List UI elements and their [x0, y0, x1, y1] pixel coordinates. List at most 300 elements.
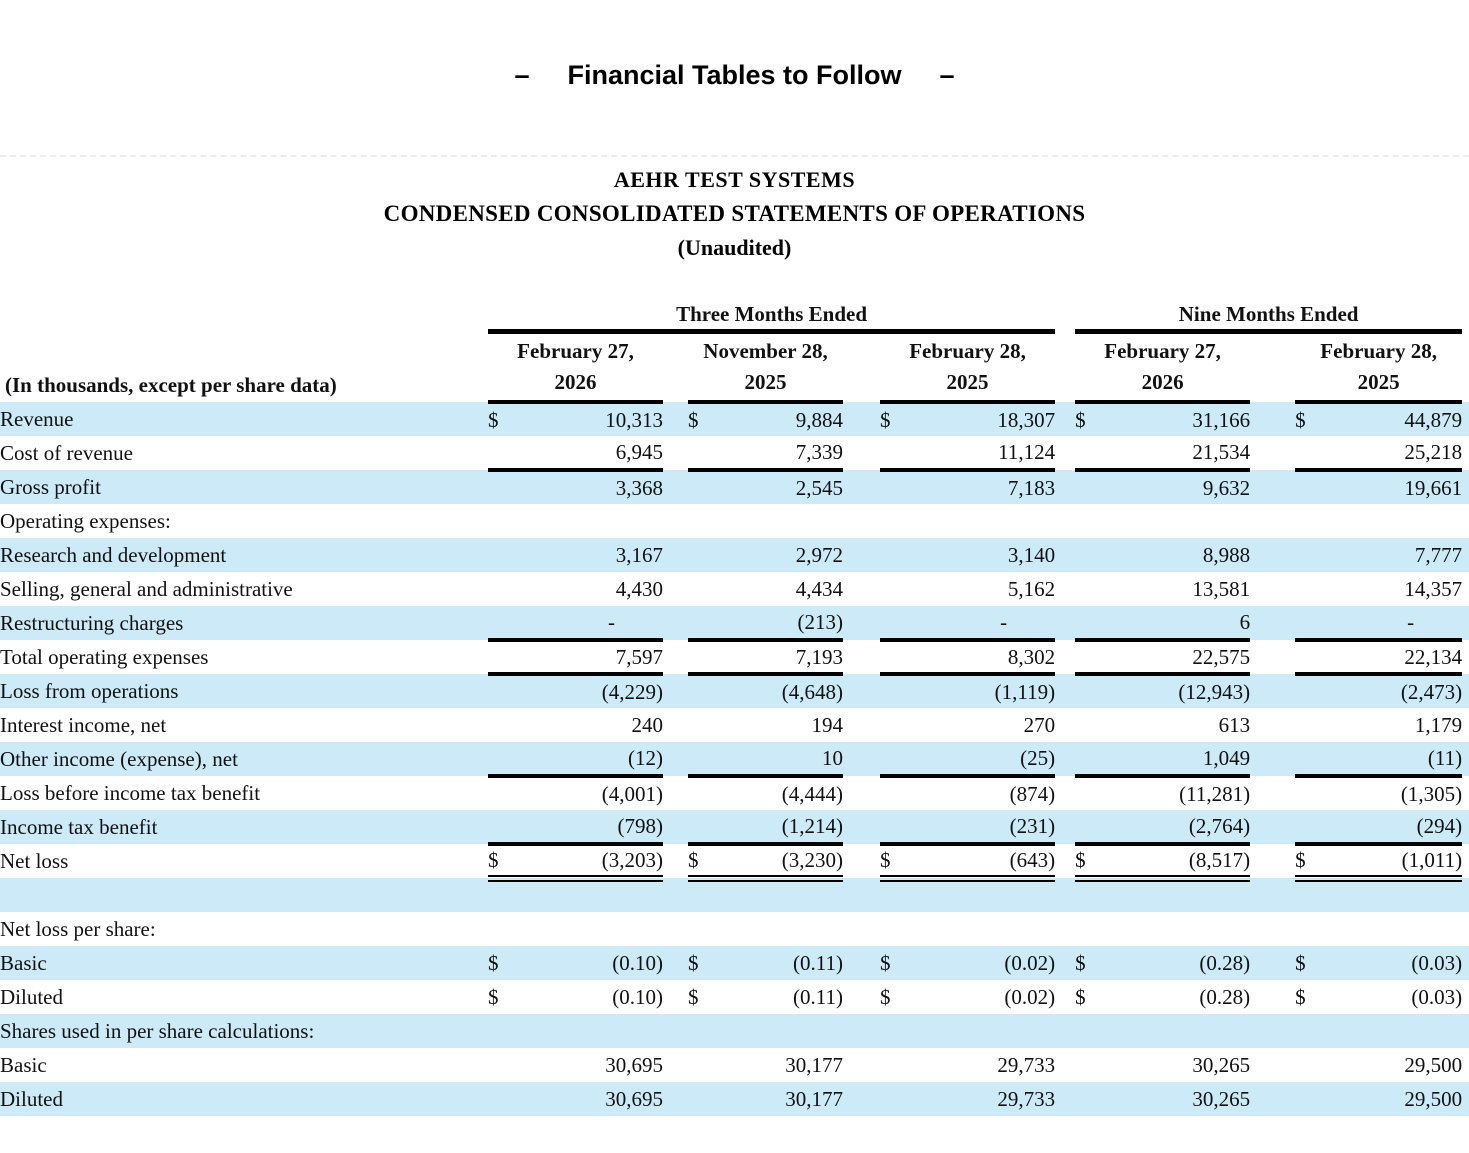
column-gap — [1462, 674, 1469, 708]
cell-value — [1325, 912, 1462, 946]
dollar-sign — [488, 1014, 518, 1048]
cell-value: 30,177 — [785, 1052, 843, 1077]
dollar-sign — [1075, 1082, 1105, 1116]
period-month: February 27, — [1104, 339, 1221, 363]
column-gap — [1462, 742, 1469, 776]
dollar-sign — [1295, 504, 1325, 538]
column-gap — [843, 504, 880, 538]
column-gap — [1250, 708, 1295, 742]
column-gap — [663, 572, 688, 606]
dollar-sign — [688, 810, 718, 844]
dollar-sign — [488, 878, 518, 912]
period-month: February 28, — [909, 339, 1026, 363]
cell-value: 30,695 — [605, 1086, 663, 1111]
dollar-sign — [688, 640, 718, 674]
dollar-sign — [880, 1048, 910, 1082]
cell-value: 22,134 — [1325, 640, 1462, 674]
cell-value: 7,777 — [1414, 542, 1463, 567]
cell-value: (0.11) — [793, 950, 843, 975]
column-gap — [1462, 810, 1469, 844]
row-label: Other income (expense), net — [0, 746, 238, 771]
dollar-sign — [688, 1048, 718, 1082]
page-title-text: Financial Tables to Follow — [567, 60, 902, 90]
column-gap — [663, 1082, 688, 1116]
cell-value: 240 — [631, 712, 663, 737]
dollar-sign: $ — [1295, 950, 1306, 975]
cell-value: (12) — [518, 742, 663, 776]
dollar-sign — [488, 504, 518, 538]
column-gap — [1055, 946, 1075, 980]
cell-value: 31,166 — [1192, 407, 1251, 432]
spacer-cell — [1055, 295, 1075, 332]
dollar-sign — [688, 708, 718, 742]
column-gap — [843, 912, 880, 946]
cell-value: (0.02) — [1004, 984, 1056, 1009]
column-gap — [843, 640, 880, 674]
dollar-sign: $ — [1075, 984, 1086, 1009]
cell-value: (2,764) — [1105, 810, 1250, 844]
cell-value: 2,545 — [795, 475, 843, 500]
cell-value: 4,430 — [615, 576, 663, 601]
cell-value: (213) — [718, 606, 843, 640]
cell-value: 1,049 — [1105, 742, 1250, 776]
column-gap — [1250, 1082, 1295, 1116]
column-gap — [1462, 1014, 1469, 1048]
cell-value: 11,124 — [910, 436, 1055, 470]
dollar-sign — [1295, 674, 1325, 708]
dollar-sign — [488, 776, 518, 810]
column-gap — [663, 708, 688, 742]
dollar-sign — [688, 538, 718, 572]
dollar-sign — [488, 640, 518, 674]
dollar-sign — [880, 708, 910, 742]
column-gap — [663, 912, 688, 946]
dollar-sign — [688, 1082, 718, 1116]
column-gap — [663, 470, 688, 504]
column-header-row — [0, 332, 1469, 403]
cell-value: 1,179 — [1414, 712, 1463, 737]
column-gap — [1250, 504, 1295, 538]
cell-value: (0.11) — [793, 984, 843, 1009]
column-gap — [1462, 946, 1469, 980]
dollar-sign — [880, 674, 910, 708]
page-break-mark — [0, 155, 1469, 157]
dollar-sign — [880, 606, 910, 640]
column-gap — [843, 674, 880, 708]
row-loss-from-operations — [0, 674, 1469, 708]
column-gap — [663, 742, 688, 776]
spacer-cell — [1055, 332, 1075, 403]
row-label: Basic — [0, 1052, 47, 1077]
column-gap — [663, 402, 688, 436]
dollar-sign — [1295, 572, 1325, 606]
dollar-sign — [488, 810, 518, 844]
column-gap — [843, 572, 880, 606]
cell-value: 5,162 — [1007, 576, 1056, 601]
column-gap — [663, 844, 688, 878]
cell-value — [518, 504, 663, 538]
dollar-sign — [1075, 436, 1105, 470]
row-label: Net loss per share: — [0, 916, 156, 941]
cell-value: 25,218 — [1325, 436, 1462, 470]
period-month: November 28, — [703, 339, 828, 363]
cell-value: 194 — [811, 712, 843, 737]
column-gap — [1055, 878, 1075, 912]
dollar-sign — [880, 436, 910, 470]
column-gap — [1055, 844, 1075, 878]
cell-value — [518, 912, 663, 946]
cell-value: (1,305) — [1400, 781, 1463, 806]
cell-value — [1105, 504, 1250, 538]
cell-value: 9,884 — [795, 407, 843, 432]
column-gap — [843, 742, 880, 776]
period-year: 2025 — [1357, 370, 1400, 394]
cell-value: 29,500 — [1404, 1086, 1463, 1111]
row-label: Restructuring charges — [0, 610, 184, 635]
column-gap — [1250, 1014, 1295, 1048]
column-gap — [1055, 436, 1075, 470]
row-shares-used-header — [0, 1014, 1469, 1048]
group-header-three-months: Three Months Ended — [488, 295, 1055, 332]
column-header-feb27-2026-q — [488, 332, 663, 403]
cell-value: (12,943) — [1178, 679, 1251, 704]
dollar-sign: $ — [488, 950, 499, 975]
dollar-sign — [1075, 776, 1105, 810]
column-gap — [663, 776, 688, 810]
doc-header — [0, 163, 1469, 265]
dollar-sign — [1295, 810, 1325, 844]
column-gap — [1250, 436, 1295, 470]
cell-value — [910, 504, 1055, 538]
statement-table — [0, 295, 1469, 1116]
row-label: Diluted — [0, 984, 63, 1009]
dollar-sign — [488, 1082, 518, 1116]
dollar-sign — [880, 572, 910, 606]
cell-value: 10,313 — [605, 407, 663, 432]
column-gap — [1250, 776, 1295, 810]
dollar-sign — [1075, 504, 1105, 538]
column-gap — [1055, 980, 1075, 1014]
row-net-loss-per-share-diluted — [0, 980, 1469, 1014]
row-label: Total operating expenses — [0, 644, 209, 669]
period-year: 2026 — [1141, 370, 1184, 394]
column-gap — [843, 436, 880, 470]
column-gap — [843, 470, 880, 504]
cell-value: 7,183 — [1007, 475, 1056, 500]
column-gap — [1250, 878, 1295, 912]
cell-value: (874) — [1009, 781, 1056, 806]
column-gap — [843, 980, 880, 1014]
dollar-sign — [688, 572, 718, 606]
unaudited-note: (Unaudited) — [677, 235, 792, 260]
cell-value: 9,632 — [1202, 475, 1251, 500]
cell-value: (3,230) — [718, 844, 843, 878]
cell-value: 30,695 — [605, 1052, 663, 1077]
column-gap — [1250, 470, 1295, 504]
cell-value: - — [910, 606, 1055, 640]
row-net-loss — [0, 844, 1469, 878]
spacer-cell — [1250, 332, 1295, 403]
row-other-income-expense-net — [0, 742, 1469, 776]
column-gap — [1462, 436, 1469, 470]
dollar-sign — [1075, 606, 1105, 640]
row-cost-of-revenue — [0, 436, 1469, 470]
dollar-sign — [1295, 470, 1325, 504]
dollar-sign: $ — [1075, 950, 1086, 975]
dollar-sign — [1075, 878, 1105, 912]
dollar-sign: $ — [688, 407, 699, 432]
dollar-sign: $ — [1075, 407, 1086, 432]
dollar-sign — [1075, 810, 1105, 844]
dollar-sign — [1075, 1048, 1105, 1082]
dollar-sign — [1075, 674, 1105, 708]
column-gap — [1250, 538, 1295, 572]
row-interest-income-net — [0, 708, 1469, 742]
statement-title: CONDENSED CONSOLIDATED STATEMENTS OF OPERATIONS — [383, 201, 1086, 226]
dollar-sign: $ — [488, 984, 499, 1009]
dollar-sign — [1295, 878, 1325, 912]
column-gap — [1462, 538, 1469, 572]
cell-value: 613 — [1218, 712, 1251, 737]
dollar-sign — [688, 776, 718, 810]
cell-value — [910, 878, 1055, 912]
dollar-sign — [488, 674, 518, 708]
column-gap — [663, 1014, 688, 1048]
column-gap — [1250, 674, 1295, 708]
dollar-sign — [1075, 742, 1105, 776]
column-gap — [663, 1048, 688, 1082]
dollar-sign — [1295, 1014, 1325, 1048]
row-gross-profit — [0, 470, 1469, 504]
cell-value: 3,368 — [615, 475, 663, 500]
period-month: February 27, — [517, 339, 634, 363]
column-gap — [843, 402, 880, 436]
row-loss-before-income-tax-benefit — [0, 776, 1469, 810]
cell-value: (0.10) — [612, 984, 663, 1009]
spacer-cell — [0, 295, 488, 332]
column-gap — [1055, 1048, 1075, 1082]
column-gap — [1250, 810, 1295, 844]
cell-value: 30,265 — [1192, 1052, 1251, 1077]
column-gap — [1055, 810, 1075, 844]
period-year: 2025 — [946, 370, 989, 394]
row-label: Basic — [0, 950, 47, 975]
cell-value: 2,972 — [795, 542, 843, 567]
cell-value: - — [518, 606, 663, 640]
row-income-tax-benefit — [0, 810, 1469, 844]
dollar-sign — [1075, 470, 1105, 504]
spacer-cell — [843, 332, 880, 403]
dollar-sign — [488, 708, 518, 742]
period-year: 2025 — [744, 370, 787, 394]
cell-value: 7,339 — [718, 436, 843, 470]
row-research-and-development — [0, 538, 1469, 572]
dollar-sign: $ — [488, 844, 518, 878]
dollar-sign — [880, 912, 910, 946]
cell-value: (0.02) — [1004, 950, 1056, 975]
column-gap — [1462, 980, 1469, 1014]
dollar-sign: $ — [1295, 844, 1325, 878]
row-spacer — [0, 878, 1469, 912]
dollar-sign — [1075, 538, 1105, 572]
dollar-sign — [688, 674, 718, 708]
column-gap — [843, 844, 880, 878]
dollar-sign — [880, 538, 910, 572]
cell-value — [518, 878, 663, 912]
spacer-cell — [663, 332, 688, 403]
column-gap — [1250, 946, 1295, 980]
column-gap — [1462, 606, 1469, 640]
dollar-sign — [1295, 776, 1325, 810]
dollar-sign — [488, 572, 518, 606]
column-gap — [663, 878, 688, 912]
cell-value: 44,879 — [1404, 407, 1463, 432]
dollar-sign — [1295, 606, 1325, 640]
cell-value: (8,517) — [1105, 844, 1250, 878]
cell-value — [718, 1014, 843, 1048]
column-gap — [1055, 1014, 1075, 1048]
dollar-sign — [488, 538, 518, 572]
dollar-sign: $ — [688, 984, 699, 1009]
dollar-sign: $ — [1075, 844, 1105, 878]
row-restructuring-charges — [0, 606, 1469, 640]
column-gap — [1055, 640, 1075, 674]
cell-value: (1,119) — [994, 679, 1056, 704]
cell-value: 30,177 — [785, 1086, 843, 1111]
cell-value — [1105, 912, 1250, 946]
cell-value: 270 — [1023, 712, 1056, 737]
column-gap — [1055, 1082, 1075, 1116]
dollar-sign — [488, 606, 518, 640]
column-gap — [843, 1048, 880, 1082]
row-label: Loss before income tax benefit — [0, 780, 261, 805]
cell-value — [718, 504, 843, 538]
cell-value: 8,302 — [910, 640, 1055, 674]
column-gap — [1055, 470, 1075, 504]
cell-value: (3,203) — [518, 844, 663, 878]
cell-value — [718, 912, 843, 946]
period-group-row — [0, 295, 1469, 332]
column-gap — [1055, 912, 1075, 946]
column-gap — [663, 504, 688, 538]
cell-value: (231) — [910, 810, 1055, 844]
column-gap — [1250, 980, 1295, 1014]
row-label: Revenue — [0, 406, 74, 431]
row-net-loss-per-share-header — [0, 912, 1469, 946]
column-gap — [1462, 402, 1469, 436]
dollar-sign — [1295, 640, 1325, 674]
column-gap — [1250, 912, 1295, 946]
column-gap — [1462, 708, 1469, 742]
dollar-sign — [488, 436, 518, 470]
dollar-sign: $ — [688, 844, 718, 878]
column-gap — [663, 436, 688, 470]
cell-value: (294) — [1325, 810, 1462, 844]
cell-value — [1325, 504, 1462, 538]
cell-value: 21,534 — [1105, 436, 1250, 470]
dollar-sign — [880, 810, 910, 844]
column-gap — [1055, 776, 1075, 810]
row-revenue — [0, 402, 1469, 436]
column-header-feb28-2025-q — [880, 332, 1055, 403]
dollar-sign — [688, 470, 718, 504]
cell-value: (1,011) — [1325, 844, 1462, 878]
units-note: (In thousands, except per share data) — [5, 373, 337, 397]
row-shares-diluted — [0, 1082, 1469, 1116]
cell-value: (4,229) — [601, 679, 663, 704]
column-header-nov28-2025-q — [688, 332, 843, 403]
cell-value: 29,733 — [997, 1052, 1056, 1077]
dollar-sign — [688, 1014, 718, 1048]
dollar-sign — [1295, 538, 1325, 572]
column-gap — [843, 776, 880, 810]
cell-value: 19,661 — [1404, 475, 1463, 500]
dollar-sign — [1295, 1048, 1325, 1082]
cell-value: (0.28) — [1199, 984, 1251, 1009]
row-shares-basic — [0, 1048, 1469, 1082]
column-gap — [1462, 1082, 1469, 1116]
cell-value: 3,140 — [1007, 542, 1056, 567]
column-gap — [1055, 708, 1075, 742]
column-gap — [843, 708, 880, 742]
cell-value: (0.03) — [1411, 984, 1463, 1009]
column-gap — [1462, 470, 1469, 504]
dollar-sign: $ — [880, 407, 891, 432]
dollar-sign: $ — [688, 950, 699, 975]
dash-left: – — [514, 60, 530, 90]
column-gap — [663, 606, 688, 640]
row-label: Cost of revenue — [0, 440, 133, 465]
cell-value: (0.28) — [1199, 950, 1251, 975]
cell-value: (4,444) — [781, 781, 843, 806]
row-label: Income tax benefit — [0, 814, 158, 839]
dollar-sign: $ — [1295, 407, 1306, 432]
row-label: Interest income, net — [0, 712, 167, 737]
cell-value — [1105, 1014, 1250, 1048]
column-gap — [1055, 402, 1075, 436]
dollar-sign — [880, 742, 910, 776]
cell-value: 10 — [718, 742, 843, 776]
statement-table-body — [0, 402, 1469, 1116]
column-gap — [1462, 640, 1469, 674]
column-gap — [1462, 504, 1469, 538]
row-net-loss-per-share-basic — [0, 946, 1469, 980]
dollar-sign — [880, 640, 910, 674]
dollar-sign — [688, 878, 718, 912]
column-gap — [663, 980, 688, 1014]
row-operating-expenses-header — [0, 504, 1469, 538]
dollar-sign — [488, 912, 518, 946]
dollar-sign — [1295, 1082, 1325, 1116]
cell-value: 6 — [1105, 606, 1250, 640]
cell-value: (4,001) — [601, 781, 663, 806]
dollar-sign — [688, 436, 718, 470]
cell-value: 29,733 — [997, 1086, 1056, 1111]
dash-right: – — [939, 60, 955, 90]
dollar-sign — [1075, 640, 1105, 674]
dollar-sign — [1075, 708, 1105, 742]
cell-value: 7,597 — [518, 640, 663, 674]
cell-value: (11) — [1325, 742, 1462, 776]
cell-value — [1105, 878, 1250, 912]
dollar-sign — [688, 912, 718, 946]
dollar-sign — [880, 470, 910, 504]
dollar-sign — [1295, 708, 1325, 742]
column-gap — [1055, 572, 1075, 606]
column-gap — [1250, 402, 1295, 436]
dollar-sign — [688, 742, 718, 776]
cell-value: (25) — [910, 742, 1055, 776]
